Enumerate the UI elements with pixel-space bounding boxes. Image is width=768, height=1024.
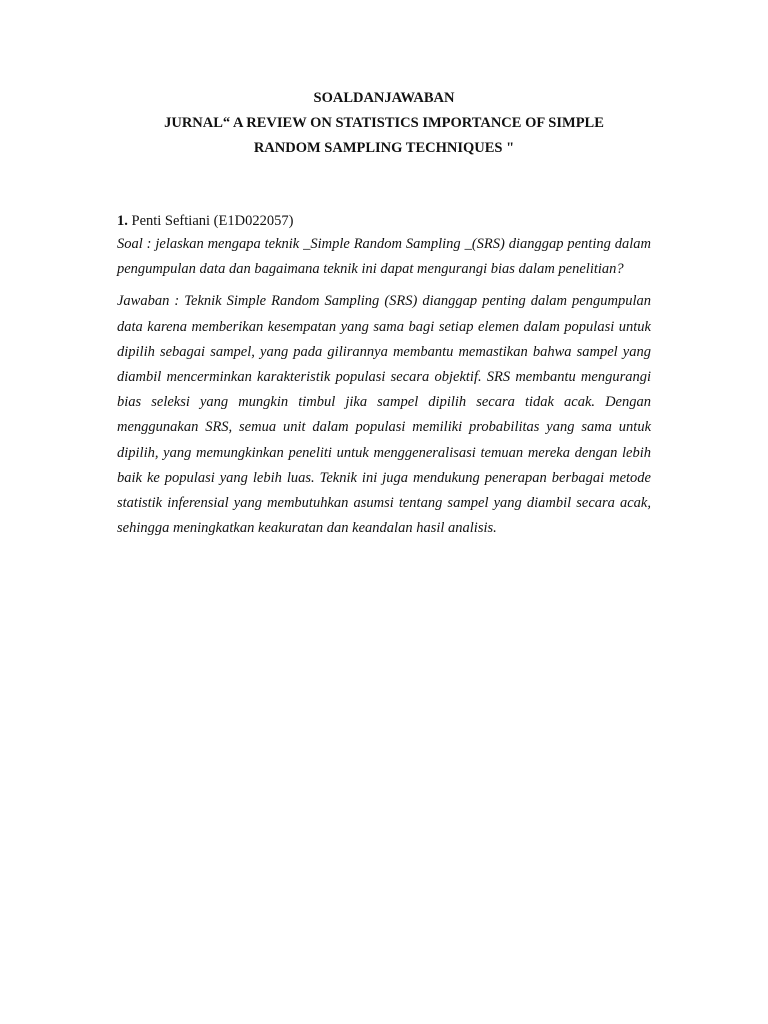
- entry-author: Penti Seftiani (E1D022057): [127, 213, 294, 229]
- title-line-3: RANDOM SAMPLING TECHNIQUES ": [253, 140, 515, 156]
- question-paragraph: Soal : jelaskan mengapa teknik _Simple Random Sampling _(SRS) dianggap penting dalam pengumpulan data dan bagaimana teknik ini dapat mengurangi bias dalam penelitian?: [117, 236, 651, 278]
- entry-number: 1.: [117, 213, 128, 229]
- title-line-2: JURNAL“ A REVIEW ON STATISTICS IMPORTANCE OF SIMPLE: [164, 115, 604, 131]
- answer-paragraph: Jawaban : Teknik Simple Random Sampling (SRS) dianggap penting dalam pengumpulan data karena memberikan kesempatan yang sama bagi setiap elemen dalam populasi untuk dipilih sebagai sampel, yang pada gilirannya membantu memastikan bahwa sampel yang diambil mencerminkan karakteristik populasi secara objektif. SRS membantu mengurangi bias seleksi yang mungkin timbul jika sampel dipilih secara tidak acak. Dengan menggunakan SRS, semua unit dalam populasi memiliki probabilitas yang sama untuk dipilih, yang memungkinkan peneliti untuk menggeneralisasi temuan mereka dengan lebih baik ke populasi yang lebih luas. Teknik ini juga mendukung penerapan berbagai metode statistik inferensial yang membutuhkan asumsi tentang sampel yang diambil secara acak, sehingga meningkatkan keakuratan dan keandalan hasil analisis.: [117, 293, 651, 537]
- document-title: [117, 86, 651, 161]
- document-body: [117, 210, 651, 541]
- qa-entry: [117, 210, 651, 541]
- entry-heading: [117, 210, 651, 232]
- title-line-1: SOALDANJAWABAN: [313, 90, 455, 106]
